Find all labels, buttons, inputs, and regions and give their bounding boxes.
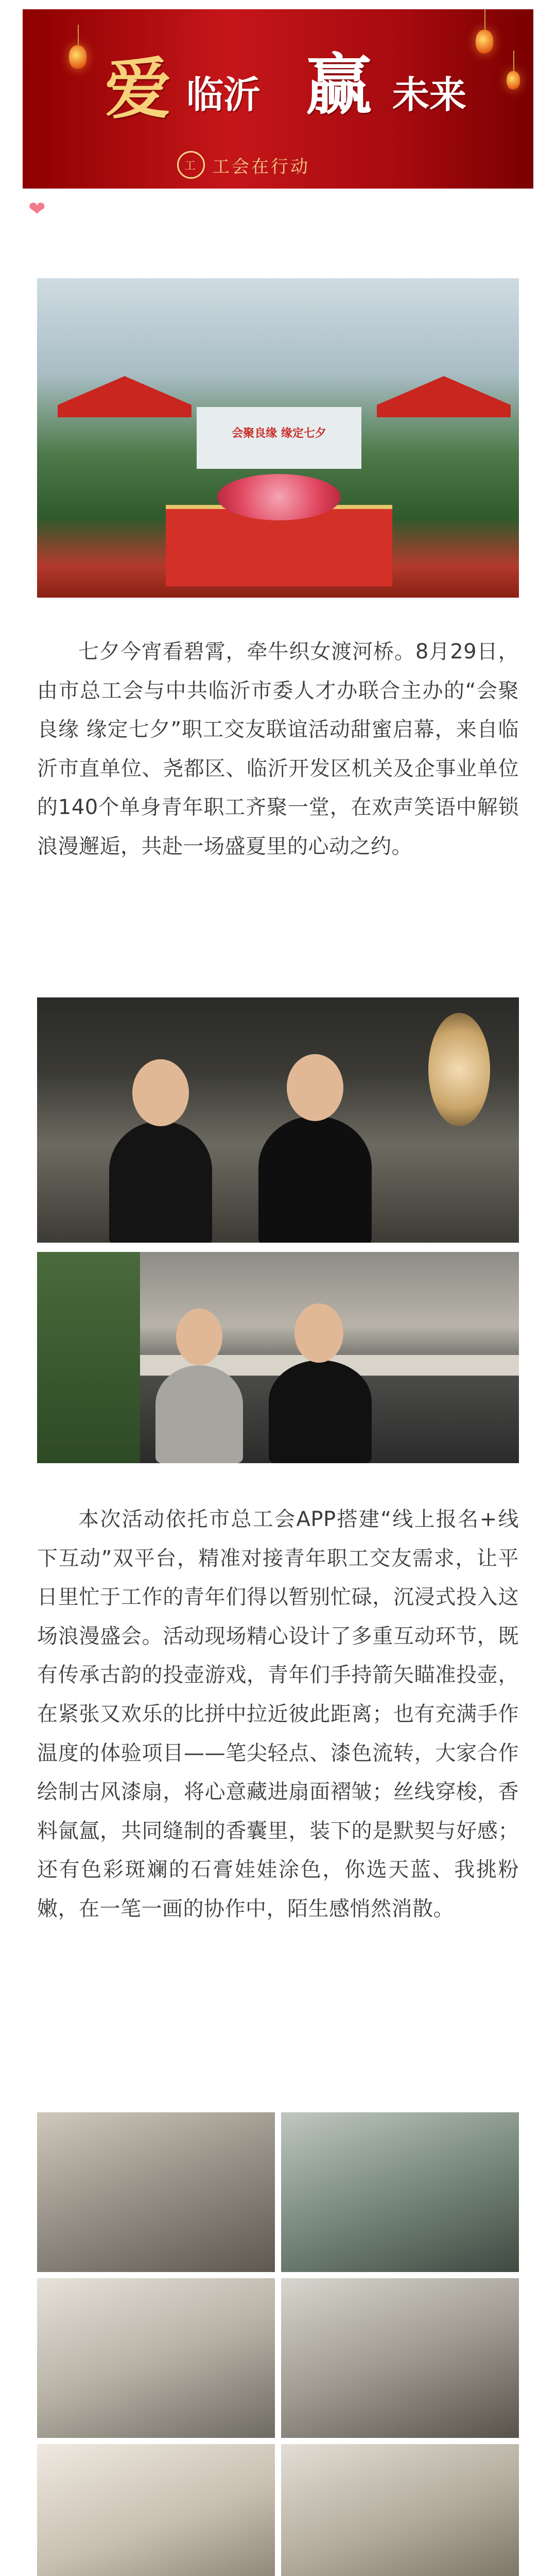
photo-venue — [37, 278, 519, 598]
tent-shape — [58, 376, 192, 417]
lantern-icon — [476, 30, 493, 54]
plant-decor — [37, 1252, 140, 1463]
banner-title-linyi: 临沂 — [186, 73, 261, 116]
person-shape — [258, 1116, 372, 1243]
person-head — [132, 1059, 189, 1126]
heart-icon: ❤ — [28, 197, 46, 221]
banner-subtitle-bar — [177, 148, 310, 181]
trade-union-logo-icon: 工 — [177, 151, 205, 179]
stage-backdrop — [197, 407, 361, 469]
header-banner — [23, 9, 533, 189]
paragraph-text: 本次活动依托市总工会APP搭建“线上报名+线下互动”双平台，精准对接青年职工交友需求，让平日里忙于工作的青年们得以暂别忙碌，沉浸式投入这场浪漫盛会。活动现场精心设计了多重互动环节，既有传承古韵的投壶游戏，青年们手持箭矢瞄准投壶，在紧张又欢乐的比拼中拉近彼此距离；也有充满手作温度的体验项目——笔尖轻点、漆色流转，大家合作绘制古风漆扇，将心意藏进扇面褶皱；丝线穿梭，香料氤氲，共同缝制的香囊里，装下的是默契与好感；还有色彩斑斓的石膏娃娃涂色，你选天蓝、我挑粉嫩，在一笔一画的协作中，陌生感悄然消散。 — [37, 1507, 519, 1921]
banner-title-love: 爱 — [105, 50, 171, 128]
article-paragraph — [37, 1500, 519, 1929]
collage-cell — [37, 2112, 275, 2272]
banner-subtitle: 工会在行动 — [212, 156, 310, 177]
lantern-icon — [507, 71, 520, 90]
collage-cell — [281, 2278, 519, 2438]
article-paragraph — [37, 633, 519, 867]
lantern-icon — [69, 45, 86, 69]
person-head — [287, 1054, 343, 1121]
banner-title-win: 赢 — [306, 46, 372, 124]
person-head — [294, 1303, 343, 1363]
person-shape — [109, 1121, 212, 1243]
stage-sign: 会聚良缘 缘定七夕 — [232, 427, 326, 440]
photo-collage — [37, 2112, 519, 2576]
person-shape — [155, 1365, 243, 1463]
paragraph-text: 七夕今宵看碧霄，牵牛织女渡河桥。8月29日，由市总工会与中共临沂市委人才办联合主办的“会聚良缘 缘定七夕”职工交友联谊活动甜蜜启幕，来自临沂市直单位、尧都区、临沂开发区机关及企事业单位的140个单身青年职工齐聚一堂，在欢声笑语中解锁浪漫邂逅，共赴一场盛夏里的心动之约。 — [37, 640, 519, 858]
flower-arrangement — [217, 474, 341, 520]
tent-shape — [377, 376, 511, 417]
collage-cell — [281, 2444, 519, 2576]
collage-cell — [37, 2278, 275, 2438]
person-head — [176, 1309, 222, 1365]
banner-title-future: 未来 — [392, 73, 467, 116]
photo-interview — [37, 997, 519, 1243]
collage-cell — [37, 2444, 275, 2576]
balloon-decor — [428, 1013, 490, 1126]
photo-couple — [37, 1252, 519, 1463]
person-shape — [269, 1360, 372, 1463]
collage-cell — [281, 2112, 519, 2272]
